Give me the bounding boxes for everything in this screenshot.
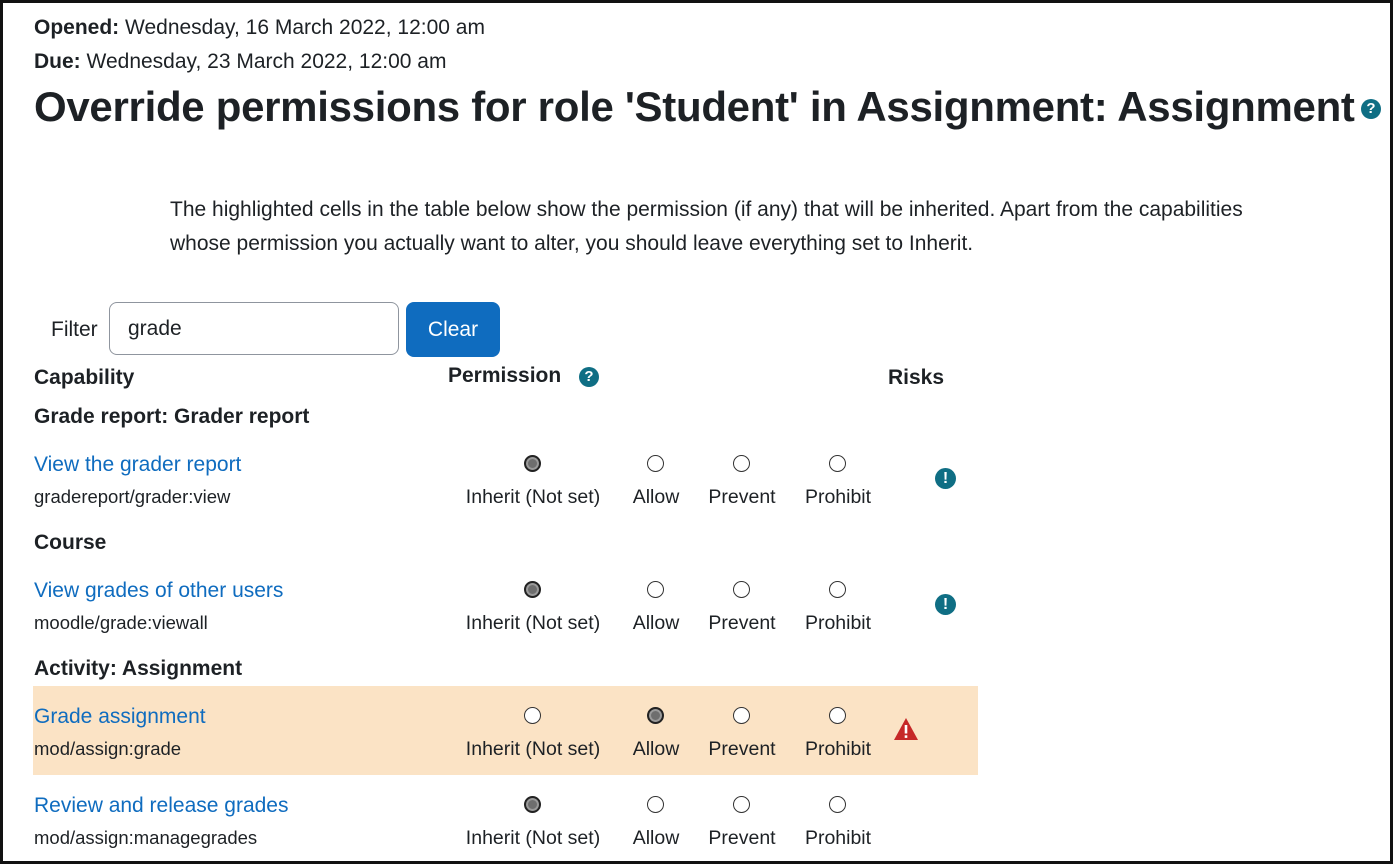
permission-radio[interactable] — [647, 455, 664, 472]
permission-radio[interactable] — [524, 796, 541, 813]
intro-text: The highlighted cells in the table below show the permission (if any) that will be inherited. Apart from the capabilities whose permission you actually want to alter, you should leave everything set to Inherit. — [170, 198, 1243, 255]
group-heading: Activity: Assignment — [34, 657, 243, 680]
capability-code: gradereport/grader:view — [34, 486, 231, 507]
permission-option-label[interactable]: Prevent — [708, 738, 776, 760]
highlighted-row-background — [33, 686, 978, 775]
permission-option-label[interactable]: Allow — [632, 827, 680, 849]
filter-input[interactable] — [109, 302, 399, 355]
group-heading: Course — [34, 531, 107, 554]
risks-header: Risks — [888, 366, 945, 389]
permission-radio[interactable] — [829, 581, 846, 598]
capability-header: Capability — [34, 366, 135, 389]
permission-radio[interactable] — [647, 581, 664, 598]
opened-date — [34, 16, 485, 40]
capability-link[interactable]: View grades of other users — [34, 579, 284, 602]
opened-label: Opened: — [34, 16, 120, 39]
permission-radio[interactable] — [647, 796, 664, 813]
permission-radio[interactable] — [524, 455, 541, 472]
permission-radio[interactable] — [733, 796, 750, 813]
permission-option-label[interactable]: Prevent — [708, 827, 776, 849]
permission-radio[interactable] — [829, 796, 846, 813]
permission-radio[interactable] — [524, 707, 541, 724]
permission-option-label[interactable]: Prohibit — [804, 486, 872, 508]
capability-code: mod/assign:managegrades — [34, 827, 258, 848]
permission-option-label[interactable]: Inherit (Not set) — [465, 738, 601, 760]
due-label: Due: — [34, 50, 81, 73]
permission-radio[interactable] — [733, 707, 750, 724]
capability-link[interactable]: Review and release grades — [34, 794, 289, 817]
risk-info-icon[interactable]: ! — [935, 594, 956, 615]
permission-option-label[interactable]: Prevent — [708, 612, 776, 634]
permission-option-label[interactable]: Prohibit — [804, 612, 872, 634]
permission-option-label[interactable]: Prohibit — [804, 738, 872, 760]
permission-radio[interactable] — [647, 707, 664, 724]
page-title: Override permissions for role 'Student' in Assignment: Assignment — [34, 83, 1355, 130]
risk-warning-icon[interactable] — [893, 717, 919, 741]
help-icon[interactable]: ? — [1361, 99, 1381, 119]
permission-option-label[interactable]: Prevent — [708, 486, 776, 508]
permission-option-label[interactable]: Inherit (Not set) — [465, 827, 601, 849]
permission-header: Permission — [448, 364, 562, 387]
permission-option-label[interactable]: Allow — [632, 738, 680, 760]
capability-link[interactable]: Grade assignment — [34, 705, 206, 728]
permission-option-label[interactable]: Allow — [632, 612, 680, 634]
permission-help-icon[interactable]: ? — [579, 367, 599, 387]
due-date — [34, 50, 446, 74]
group-heading: Grade report: Grader report — [34, 405, 310, 428]
permission-radio[interactable] — [733, 455, 750, 472]
capability-link[interactable]: View the grader report — [34, 453, 242, 476]
permission-radio[interactable] — [829, 707, 846, 724]
permission-option-label[interactable]: Allow — [632, 486, 680, 508]
risk-info-icon[interactable]: ! — [935, 468, 956, 489]
permission-option-label[interactable]: Inherit (Not set) — [465, 486, 601, 508]
permission-radio[interactable] — [733, 581, 750, 598]
permission-radio[interactable] — [524, 581, 541, 598]
clear-button[interactable]: Clear — [406, 302, 500, 357]
filter-label: Filter — [51, 318, 98, 341]
capability-code: mod/assign:grade — [34, 738, 182, 759]
due-value: Wednesday, 23 March 2022, 12:00 am — [86, 50, 447, 73]
permission-option-label[interactable]: Inherit (Not set) — [465, 612, 601, 634]
capability-code: moodle/grade:viewall — [34, 612, 208, 633]
permission-radio[interactable] — [829, 455, 846, 472]
permission-option-label[interactable]: Prohibit — [804, 827, 872, 849]
opened-value: Wednesday, 16 March 2022, 12:00 am — [125, 16, 485, 39]
